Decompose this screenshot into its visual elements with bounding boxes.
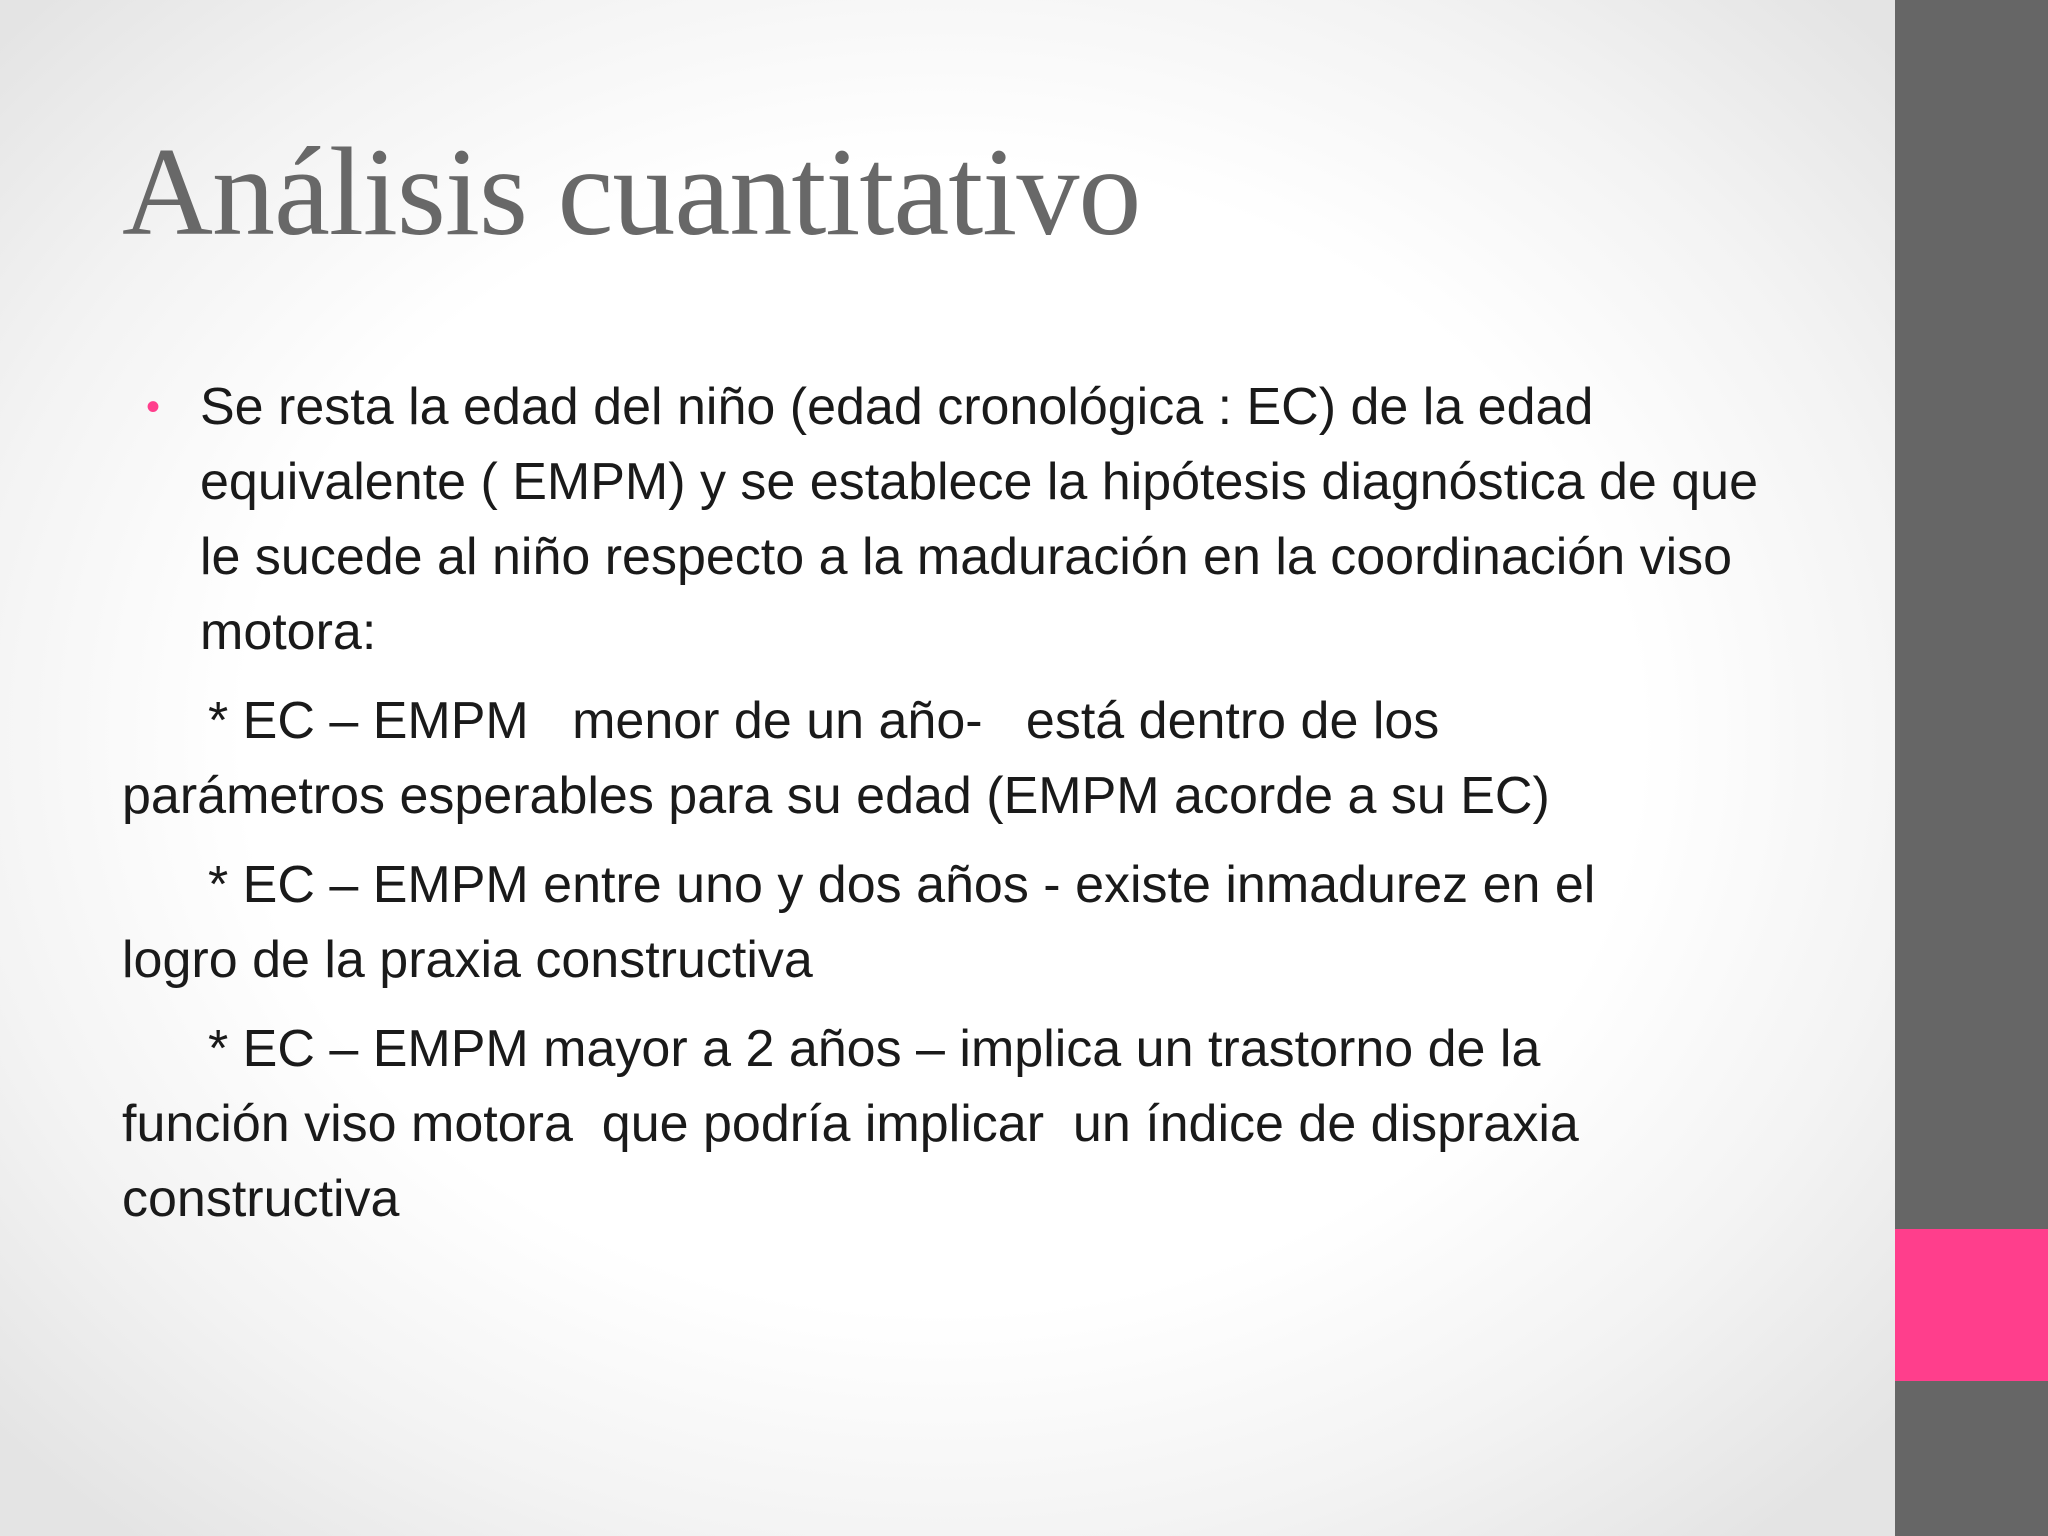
criteria-item-3-rest: función viso motora que podría implicar un índice de dispraxia constructiva (122, 1095, 1594, 1228)
criteria-item-3 (122, 1012, 1802, 1237)
bullet-dot-icon: • (146, 385, 161, 429)
criteria-item-2-first-line: * EC – EMPM entre uno y dos años - existe inmadurez en el (208, 856, 1596, 914)
criteria-item-1 (122, 684, 1802, 834)
slide-title: Análisis cuantitativo (122, 123, 1141, 262)
bullet-item (122, 370, 1802, 670)
criteria-item-1-first-line: * EC – EMPM menor de un año- está dentro de los (208, 692, 1440, 750)
side-accent-block (1895, 1229, 2048, 1381)
slide-body (122, 370, 1802, 1251)
criteria-item-2 (122, 848, 1802, 998)
criteria-item-2-rest: logro de la praxia constructiva (122, 931, 813, 989)
bullet-text: Se resta la edad del niño (edad cronológica : EC) de la edad equivalente ( EMPM) y se establece la hipótesis diagnóstica de que le sucede al niño respecto a la maduración en la coordinación viso motora: (200, 378, 1758, 661)
criteria-item-3-first-line: * EC – EMPM mayor a 2 años – implica un trastorno de la (208, 1020, 1541, 1078)
criteria-item-1-rest: parámetros esperables para su edad (EMPM acorde a su EC) (122, 767, 1550, 825)
